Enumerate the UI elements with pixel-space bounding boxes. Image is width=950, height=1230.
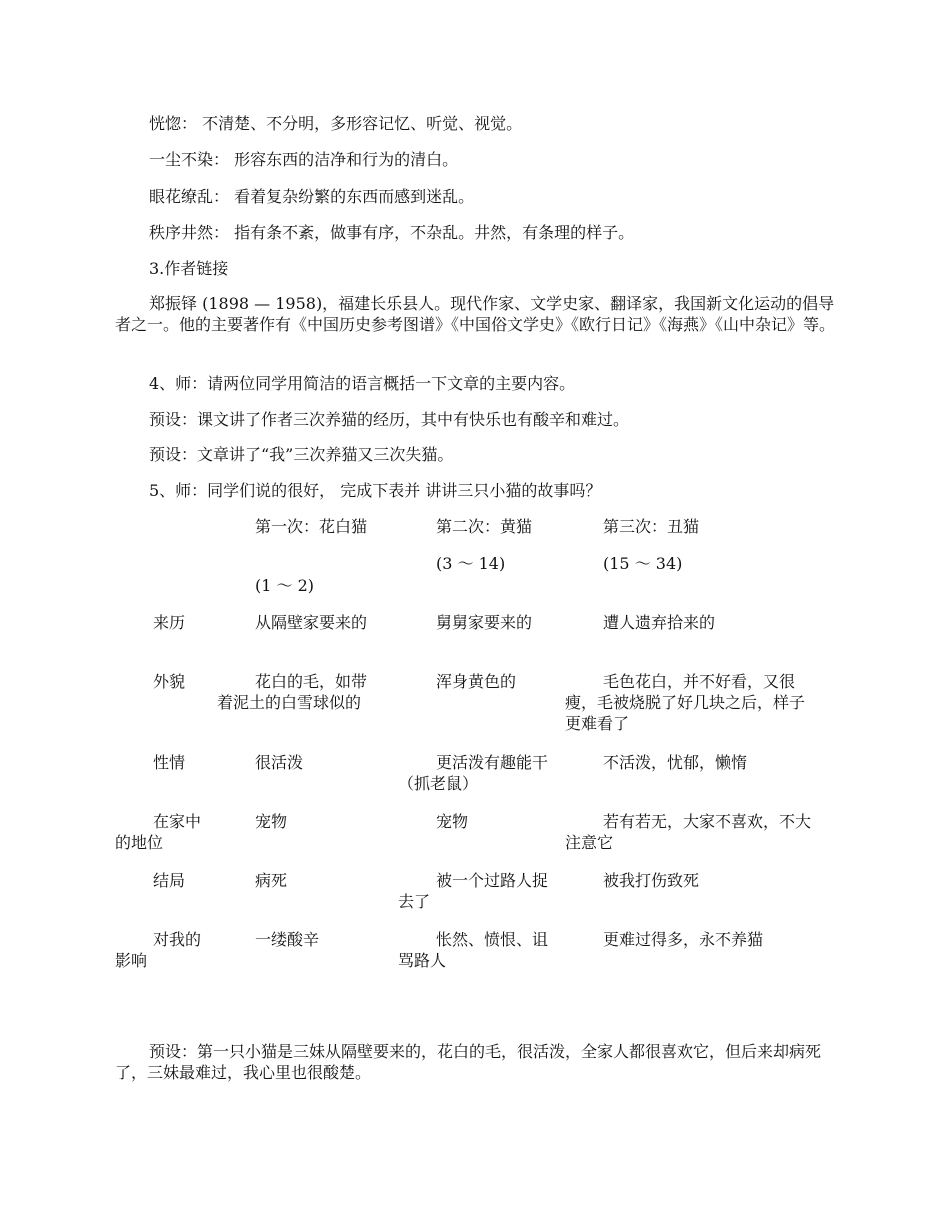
- table-cell: 浑身黄色的: [436, 672, 517, 691]
- table-header-third-cat: 第三次：丑猫: [603, 517, 700, 536]
- table-cell: 花白的毛，如带着泥土的白雪球似的: [217, 672, 368, 712]
- preset-answer-story: 预设：第一只小猫是三妹从隔壁要来的，花白的毛，很活泼，全家人都很喜欢它，但后来却病死了，三妹最难过，我心里也很酸楚。: [115, 1042, 822, 1082]
- table-cell: 更难过得多，永不养猫: [603, 930, 764, 949]
- table-header-first-range: (1 ～ 2): [255, 576, 315, 595]
- preset-answer-2: 预设：文章讲了“我”三次养猫又三次失猫。: [149, 445, 454, 464]
- table-row-label: 来历: [153, 613, 186, 632]
- table-cell: 病死: [255, 871, 288, 890]
- table-cell: 毛色花白，并不好看，又很瘦，毛被烧脱了好几块之后，样子更难看了: [565, 672, 806, 733]
- table-header-first-cat: 第一次：花白猫: [255, 517, 368, 536]
- teacher-question-4: 4、师：请两位同学用简洁的语言概括一下文章的主要内容。: [149, 374, 576, 393]
- table-row-label: 结局: [153, 871, 186, 890]
- vocab-yichenburan: 一尘不染： 形容东西的洁净和行为的清白。: [149, 150, 459, 169]
- table-cell: 不活泼，忧郁，懒惰: [603, 753, 748, 772]
- vocab-zhixujingran: 秩序井然： 指有条不紊，做事有序，不杂乱。井然，有条理的样子。: [149, 223, 635, 242]
- table-cell: 一缕酸辛: [255, 930, 320, 949]
- table-cell: 宠物: [255, 812, 288, 831]
- teacher-question-5: 5、师：同学们说的很好， 完成下表并 讲讲三只小猫的故事吗？: [149, 481, 602, 500]
- table-cell: 从隔壁家要来的: [255, 613, 368, 632]
- table-row-label: 外貌: [153, 672, 186, 691]
- table-cell: 宠物: [436, 812, 469, 831]
- author-intro: 郑振铎 (1898 — 1958)，福建长乐县人。现代作家、文学史家、翻译家，我国新文化运动的倡导者之一。他的主要著作有《中国历史参考图谱》《中国俗文学史》《欧行日记》《海燕》《山中杂记》等。: [115, 294, 836, 334]
- table-row-label: 对我的影响: [115, 930, 202, 970]
- preset-answer-1: 预设：课文讲了作者三次养猫的经历，其中有快乐也有酸辛和难过。: [149, 410, 630, 429]
- vocab-yanhualiaoluan: 眼花缭乱： 看着复杂纷繁的东西而感到迷乱。: [149, 187, 475, 206]
- table-cell: 被一个过路人捉去了: [398, 871, 549, 911]
- table-row-label: 性情: [153, 753, 186, 772]
- table-cell: 若有若无，大家不喜欢，不大注意它: [565, 812, 812, 852]
- section-heading-author: 3.作者链接: [149, 259, 229, 278]
- vocab-huanghu: 恍惚： 不清楚、不分明，多形容记忆、听觉、视觉。: [149, 114, 523, 133]
- table-cell: 舅舅家要来的: [436, 613, 533, 632]
- table-header-third-range: (15 ～ 34): [603, 554, 683, 573]
- table-cell: 怅然、愤恨、诅骂路人: [398, 930, 549, 970]
- table-header-second-range: (3 ～ 14): [436, 554, 506, 573]
- table-header-second-cat: 第二次：黄猫: [436, 517, 533, 536]
- table-cell: 遭人遗弃拾来的: [603, 613, 716, 632]
- table-cell: 被我打伤致死: [603, 871, 700, 890]
- table-cell: 很活泼: [255, 753, 304, 772]
- table-row-label: 在家中的地位: [115, 812, 202, 852]
- table-cell: 更活泼有趣能干（抓老鼠）: [398, 753, 549, 793]
